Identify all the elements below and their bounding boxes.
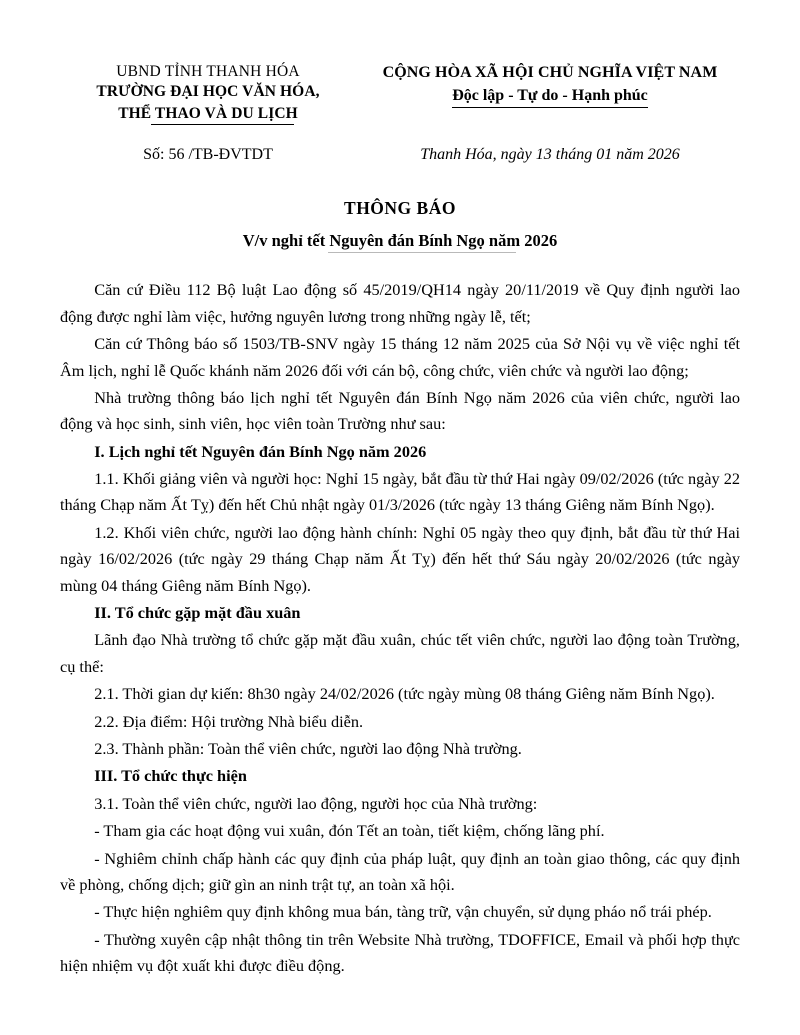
document-title-block <box>0 198 800 251</box>
section-heading-2: II. Tổ chức gặp mặt đầu xuân <box>94 603 301 623</box>
paragraph-spring-meeting-intro: Lãnh đạo Nhà trường tổ chức gặp mặt đầu xuân, chúc tết viên chức, người lao động toàn Trường, cụ thể: <box>60 630 740 676</box>
place-and-date: Thanh Hóa, ngày 13 tháng 01 năm 2026 <box>420 146 680 164</box>
paragraph-legal-basis-2: Căn cứ Thông báo số 1503/TB-SNV ngày 15 tháng 12 năm 2025 của Sở Nội vụ về việc nghỉ tết Âm lịch, nghỉ lễ Quốc khánh năm 2026 đối với cán bộ, công chức, viên chức và người lao động; <box>60 334 740 380</box>
national-motto: Độc lập - Tự do - Hạnh phúc <box>452 85 648 108</box>
document-subtitle: V/v nghỉ tết Nguyên đán Bính Ngọ năm 2026 <box>242 231 558 251</box>
national-heading-block <box>358 62 742 108</box>
country-name: CỘNG HÒA XÃ HỘI CHỦ NGHĨA VIỆT NAM <box>382 64 718 81</box>
province-authority-line: UBND TỈNH THANH HÓA <box>116 63 300 80</box>
university-name-line-1: TRƯỜNG ĐẠI HỌC VĂN HÓA, <box>96 83 320 101</box>
bullet-item-4: - Thường xuyên cập nhật thông tin trên Website Nhà trường, TDOFFICE, Email và phối hợp thực hiện nhiệm vụ đột xuất khi được điều động. <box>60 929 740 976</box>
item-2-3: 2.3. Thành phần: Toàn thể viên chức, người lao động Nhà trường. <box>94 739 522 758</box>
paragraph-legal-basis-1: Căn cứ Điều 112 Bộ luật Lao động số 45/2019/QH14 ngày 20/11/2019 về Quy định người lao động được nghỉ làm việc, hưởng nguyên lương trong những ngày lễ, tết; <box>60 280 740 326</box>
item-1-1: 1.1. Khối giảng viên và người học: Nghỉ 15 ngày, bắt đầu từ thứ Hai ngày 09/02/2026 (tức ngày 22 tháng Chạp năm Ất Tỵ) đến hết Chủ nhật ngày 01/3/2026 (tức ngày 13 tháng Giêng năm Bính Ngọ). <box>60 469 740 515</box>
item-2-1: 2.1. Thời gian dự kiến: 8h30 ngày 24/02/2026 (tức ngày mùng 08 tháng Giêng năm Bính Ngọ). <box>94 684 715 704</box>
item-1-2: 1.2. Khối viên chức, người lao động hành chính: Nghỉ 05 ngày theo quy định, bắt đầu từ thứ Hai ngày 16/02/2026 (tức ngày 29 tháng Chạp năm Ất Tỵ) đến hết thứ Sáu ngày 20/02/2026 (tức ngày mùng 04 tháng Giêng năm Bính Ngọ). <box>60 522 740 595</box>
section-heading-3: III. Tổ chức thực hiện <box>94 766 247 786</box>
document-header <box>0 0 800 124</box>
bullet-item-2: - Nghiêm chỉnh chấp hành các quy định của pháp luật, quy định an toàn giao thông, các quy định về phòng, chống dịch; giữ gìn an ninh trật tự, an toàn xã hội. <box>60 848 740 894</box>
item-2-2: 2.2. Địa điểm: Hội trường Nhà biểu diễn. <box>94 711 364 731</box>
document-title: THÔNG BÁO <box>344 198 456 219</box>
section-heading-1: I. Lịch nghỉ tết Nguyên đán Bính Ngọ năm 2026 <box>94 441 427 461</box>
paragraph-announcement-intro: Nhà trường thông báo lịch nghỉ tết Nguyên đán Bính Ngọ năm 2026 của viên chức, người lao động và học sinh, sinh viên, học viên toàn Trường như sau: <box>60 387 740 434</box>
bullet-item-1: - Tham gia các hoạt động vui xuân, đón Tết an toàn, tiết kiệm, chống lãng phí. <box>94 821 605 841</box>
bullet-item-3: - Thực hiện nghiêm quy định không mua bán, tàng trữ, vận chuyển, sử dụng pháo nổ trái phép. <box>94 902 712 922</box>
document-subheader <box>0 124 800 164</box>
issuing-authority-block <box>58 62 358 124</box>
document-body <box>0 277 800 979</box>
document-number: Số: 56 /TB-ĐVTDT <box>143 146 273 164</box>
university-name-line-2: THỂ THAO VÀ DU LỊCH <box>118 104 298 124</box>
item-3-1: 3.1. Toàn thể viên chức, người lao động, người học của Nhà trường: <box>94 793 538 813</box>
